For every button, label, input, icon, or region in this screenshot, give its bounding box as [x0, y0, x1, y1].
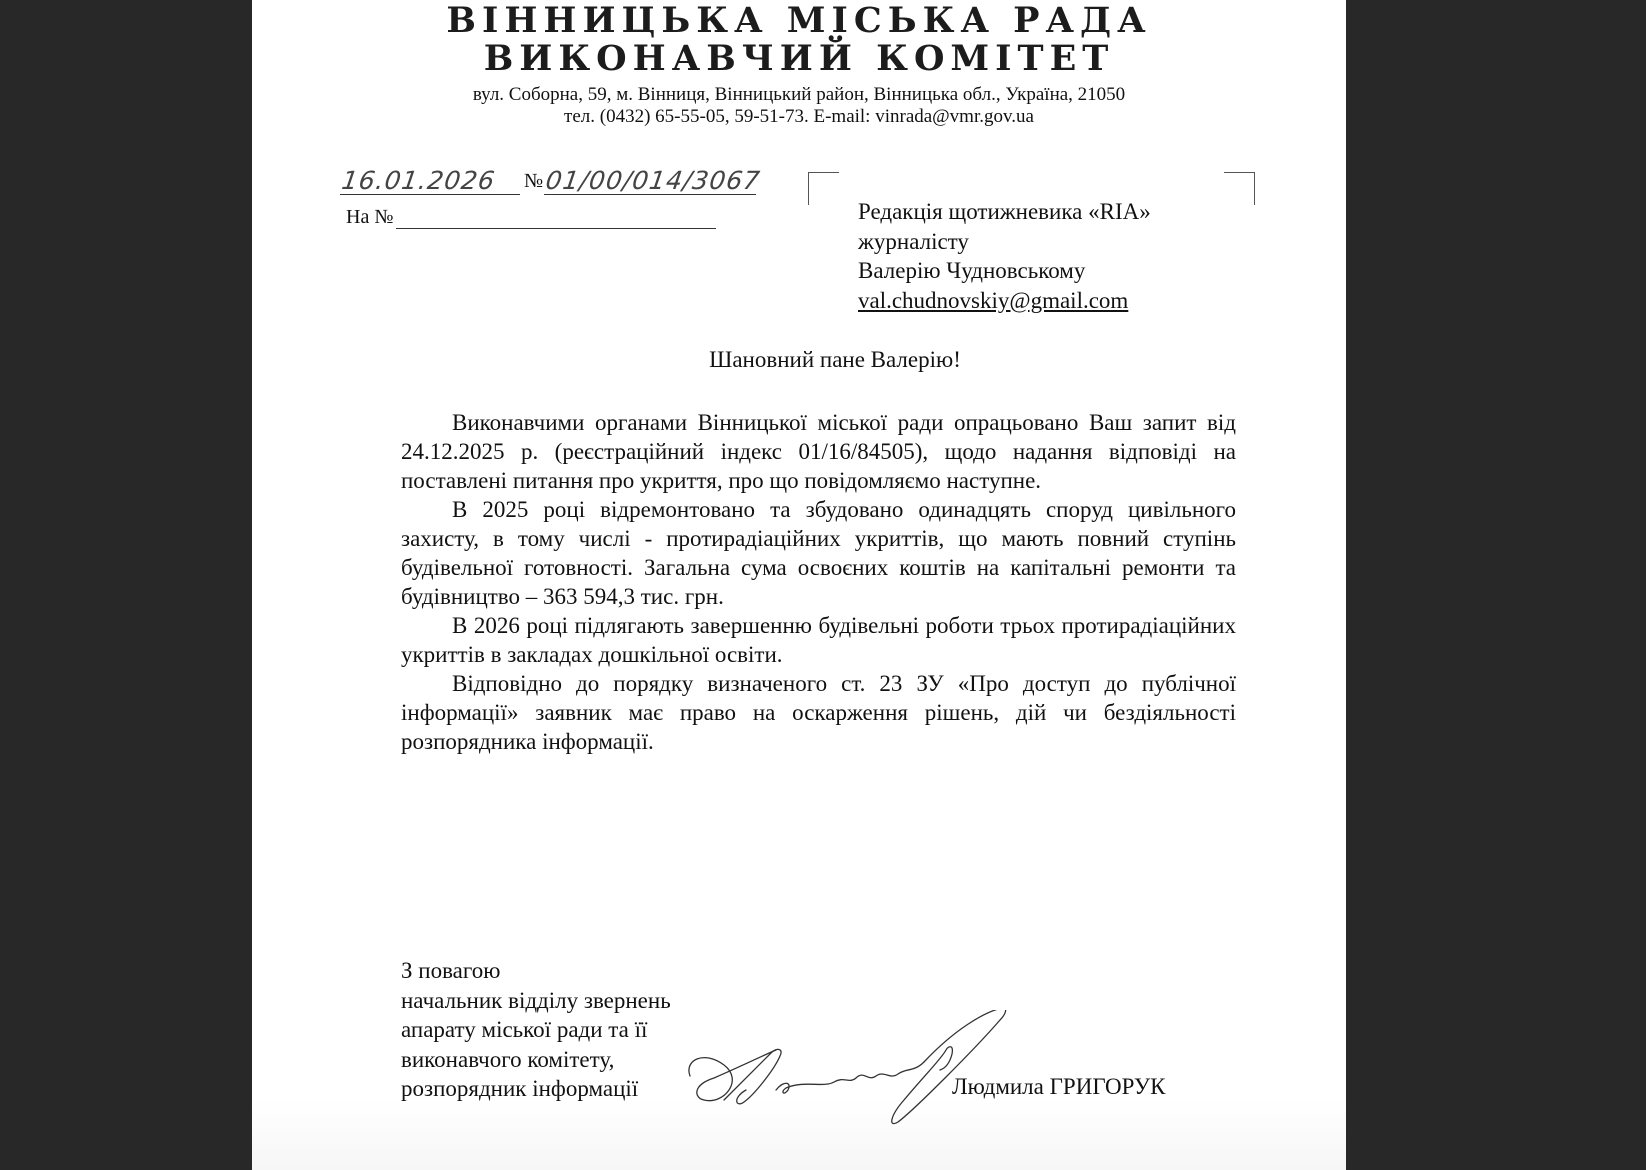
address-corner-left	[808, 172, 839, 205]
reply-to-blank	[396, 206, 716, 229]
address-corner-right	[1224, 172, 1255, 205]
number-label: №	[524, 170, 544, 192]
signer-title-line: виконавчого комітету,	[401, 1046, 615, 1072]
reply-to-reference	[346, 206, 726, 229]
closing-salutation: З повагою	[401, 958, 501, 983]
handwritten-signature-icon	[684, 1010, 1044, 1130]
letterhead-address: вул. Соборна, 59, м. Вінниця, Вінницький район, Вінницька обл., Україна, 21050	[472, 84, 1126, 105]
letterhead-contacts: тел. (0432) 65-55-05, 59-51-73. E-mail: vinrada@vmr.gov.ua	[564, 106, 1034, 127]
letterhead-subtitle: ВИКОНАВЧИЙ КОМІТЕТ	[483, 38, 1115, 79]
signer-name: Людмила ГРИГОРУК	[952, 1074, 1166, 1099]
signer-title-line: апарату міської ради та її	[401, 1017, 648, 1042]
closing-block	[401, 956, 671, 1104]
letter-body	[401, 408, 1236, 756]
body-paragraph: В 2025 році відремонтовано та збудовано одинадцять споруд цивільного захисту, в тому числі - протирадіаційних укриттів, що мають повний ступінь будівельної готовності. Загальна сума освоєних коштів на капітальні ремонти та будівництво – 363 594,3 тис. грн.	[401, 497, 1236, 609]
recipient-org: Редакція щотижневика «RIA»	[858, 199, 1151, 224]
outgoing-reference	[339, 166, 763, 198]
recipient-name: Валерію Чудновському	[858, 258, 1086, 283]
document-page	[252, 0, 1346, 1170]
letterhead-title: ВІННИЦЬКА МІСЬКА РАДА	[446, 0, 1152, 41]
handwritten-number: 01/00/014/3067	[543, 166, 763, 195]
recipient-role: журналісту	[858, 228, 969, 254]
body-paragraph: Виконавчими органами Вінницької міської ради опрацьовано Ваш запит від 24.12.2025 р. (реєстраційний індекс 01/16/84505), щодо надання відповіді на поставлені питання про укриття, про що повідомляємо наступне.	[401, 410, 1236, 493]
body-paragraph: В 2026 році підлягають завершенню будівельні роботи трьох протирадіаційних укриттів в закладах дошкільної освіти.	[401, 613, 1236, 667]
body-paragraph: Відповідно до порядку визначеного ст. 23 ЗУ «Про доступ до публічної інформації» заявник має право на оскарження рішень, дій чи бездіяльності розпорядника інформації.	[401, 671, 1236, 754]
reply-to-label: На №	[346, 206, 394, 228]
recipient-email-link[interactable]: val.chudnovskiy@gmail.com	[858, 287, 1129, 313]
signer-title-line: начальник відділу звернень	[401, 987, 671, 1013]
handwritten-date: 16.01.2026	[340, 166, 524, 195]
greeting: Шановний пане Валерію!	[709, 347, 961, 372]
recipient-block	[858, 197, 1151, 315]
signer-title-line: розпорядник інформації	[401, 1076, 639, 1101]
